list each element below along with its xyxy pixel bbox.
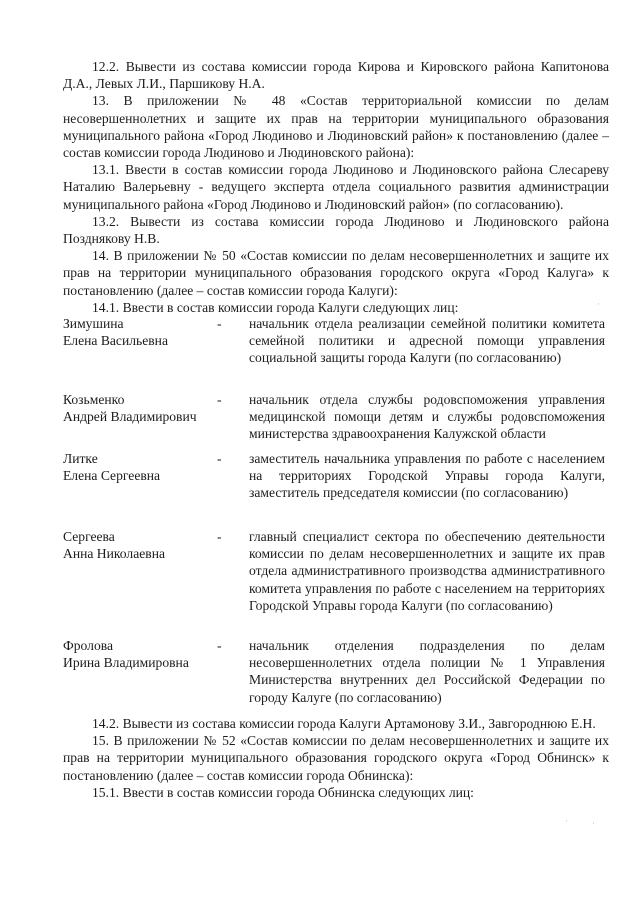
paragraph-14: 14. В приложении № 50 «Состав комиссии по делам несовершеннолетних и защите их прав на территории муниципального образования городского округа «Город Калуга» к постановлению (далее – состав комиссии города Калуги): bbox=[63, 248, 609, 298]
member-given-names: Анна Николаевна bbox=[63, 546, 165, 562]
paragraph-13-1: 13.1. Ввести в состав комиссии города Людиново и Людиновского района Слесареву Наталию Валерьевну - ведущего эксперта отдела социального развития администрации муниципального района «Город Людиново и Людиновский район» (по согласованию). bbox=[63, 162, 609, 212]
paragraph-14-2: 14.2. Вывести из состава комиссии города Калуги Артамонову З.И., Завгороднюю Е.Н. bbox=[92, 716, 596, 731]
member-role: заместитель начальника управления по работе с населением на территориях Городской Управы города Калуги, заместитель председателя комиссии (по согласованию) bbox=[249, 451, 605, 501]
member-role: начальник отдела реализации семейной политики комитета семейной политики и адресной помощи управления социальной защиты города Калуги (по согласованию) bbox=[249, 316, 605, 366]
paragraph-13: 13. В приложении № 48 «Состав территориальной комиссии по делам несовершеннолетних и защите их прав на территории муниципального образования муниципального района «Город Людиново и Людиновский район» к постановлению (далее – состав комиссии города Людиново и Людиновского района): bbox=[63, 93, 609, 161]
member-entry bbox=[63, 450, 609, 530]
text-block-top bbox=[63, 58, 609, 316]
scan-speck: · bbox=[565, 817, 568, 827]
member-dash: - bbox=[217, 638, 222, 653]
member-role: начальник отделения подразделения по делам несовершеннолетних отдела полиции № 1 Управления Министерства внутренних дел Российской Федерации по городу Калуге (по согласованию) bbox=[249, 638, 605, 705]
member-surname: Фролова bbox=[63, 638, 114, 653]
member-dash: - bbox=[217, 392, 222, 407]
scan-speck: · bbox=[597, 300, 600, 310]
member-surname: Зимушина bbox=[63, 316, 124, 331]
member-entry bbox=[63, 528, 609, 613]
member-surname: Литке bbox=[63, 451, 98, 466]
member-name bbox=[63, 391, 213, 425]
paragraph-13-2: 13.2. Вывести из состава комиссии города Людиново и Людиновского района Позднякову Н.В. bbox=[63, 213, 609, 247]
member-surname: Козьменко bbox=[63, 392, 125, 407]
text-block-bottom bbox=[63, 715, 609, 801]
member-role: начальник отдела службы родовспоможения управления медицинской помощи детям и службы родовспоможения министерства здравоохранения Калужской области bbox=[249, 392, 605, 442]
paragraph-12-2: 12.2. Вывести из состава комиссии города Кирова и Кировского района Капитонова Д.А., Левых Л.И., Паршикову Н.А. bbox=[63, 59, 609, 92]
member-given-names: Елена Васильевна bbox=[63, 333, 168, 349]
member-dash: - bbox=[217, 451, 222, 466]
paragraph-15-1: 15.1. Ввести в состав комиссии города Обнинска следующих лиц: bbox=[92, 784, 474, 800]
member-entry bbox=[63, 315, 609, 395]
member-given-names: Андрей Владимирович bbox=[63, 409, 197, 425]
member-given-names: Ирина Владимировна bbox=[63, 655, 189, 671]
member-role: главный специалист сектора по обеспечению деятельности комиссии по делам несовершеннолетних и защите их прав отдела административного производства административного комитета управления по работе с населением на территориях Городской Управы города Калуги (по согласованию) bbox=[249, 529, 605, 613]
member-name bbox=[63, 450, 213, 484]
member-dash: - bbox=[217, 529, 222, 544]
member-surname: Сергеева bbox=[63, 529, 115, 544]
member-entry bbox=[63, 637, 609, 717]
paragraph-15: 15. В приложении № 52 «Состав комиссии по делам несовершеннолетних и защите их прав на территории муниципального образования городского округа «Город Обнинск» к постановлению (далее – состав комиссии города Обнинска): bbox=[63, 733, 609, 783]
member-dash: - bbox=[217, 316, 222, 331]
member-name bbox=[63, 315, 213, 349]
member-name bbox=[63, 528, 213, 562]
member-name bbox=[63, 637, 213, 671]
scan-speck: · bbox=[592, 819, 595, 829]
member-given-names: Елена Сергеевна bbox=[63, 468, 161, 484]
paragraph-14-1: 14.1. Ввести в состав комиссии города Калуги следующих лиц: bbox=[92, 299, 459, 315]
